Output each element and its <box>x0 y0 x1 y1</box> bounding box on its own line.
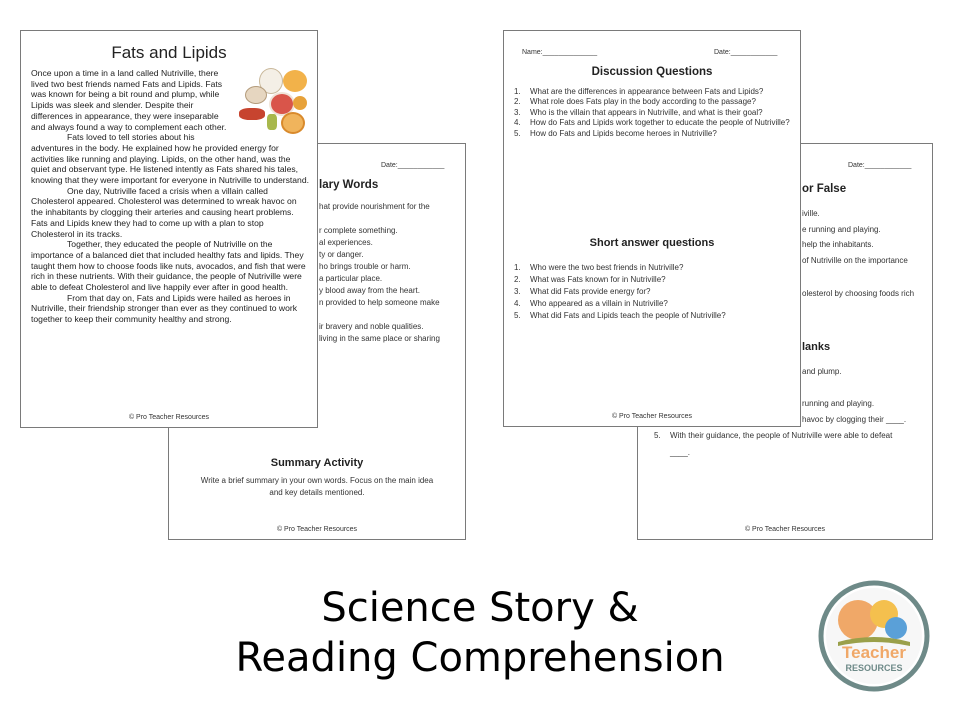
story-paragraph-5: From that day on, Fats and Lipids were hailed as heroes in Nutriville, their friendship stronger than ever as they continued to work together to keep their community healthy and strong. <box>31 292 298 325</box>
question-item: 3. What did Fats provide energy for? <box>514 287 651 296</box>
question-item: 4. Who appeared as a villain in Nutriville? <box>514 299 668 308</box>
page-footer: © Pro Teacher Resources <box>611 413 693 420</box>
food-illustration <box>237 68 309 132</box>
egg-icon <box>245 86 267 104</box>
story-paragraph-3: One day, Nutriville faced a crisis when a villain called Cholesterol appeared. Cholesterol was determined to wreak havoc on the inhabitants by clogging their arteries and causing heart problems. Fats and Lipids knew they had to come up with a plan to stop Cholesterol in its tracks. <box>31 185 297 239</box>
title-line-1: Science Story & <box>321 585 639 631</box>
name-field: Name:______________ <box>522 49 598 56</box>
vocab-line: hat provide nourishment for the <box>319 202 430 211</box>
page-footer: © Pro Teacher Resources <box>128 414 210 421</box>
blanks-heading: lanks <box>802 341 831 353</box>
tf-line: olesterol by choosing foods rich <box>802 289 915 298</box>
question-item: 5. How do Fats and Lipids become heroes in Nutriville? <box>514 128 717 138</box>
question-item: 3. Who is the villain that appears in Nutriville, and what is their goal? <box>514 107 763 117</box>
story-title: Fats and Lipids <box>111 43 227 62</box>
blank-answer-line: ____. <box>670 448 691 457</box>
page-footer: © Pro Teacher Resources <box>744 526 826 533</box>
bottle-icon <box>267 114 277 130</box>
date-field: Date:____________ <box>848 162 912 169</box>
story-paragraph-1: Once upon a time in a land called Nutriville, there lived two best friends named Fats and Lipids. Fats was known for being a bit round and plump, while Lipids was sleek and slender. Despite their differences in appearance, they were inseparable and always found a way to complement each other. <box>31 68 227 132</box>
date-field: Date:____________ <box>714 49 778 56</box>
blank-line: and plump. <box>802 367 842 376</box>
vocab-line: ir bravery and noble qualities. <box>319 322 424 331</box>
teacher-resources-logo <box>818 580 930 692</box>
story-worksheet-page <box>20 30 318 428</box>
vocab-line: ty or danger. <box>319 250 364 259</box>
true-false-heading: or False <box>802 183 847 195</box>
blank-item: With their guidance, the people of Nutriville were able to defeat <box>670 431 893 440</box>
short-answer-questions <box>514 262 794 322</box>
meat-icon <box>239 108 265 120</box>
date-field: Date:____________ <box>381 162 445 169</box>
discussion-questions <box>514 87 794 139</box>
seed-icon <box>293 96 307 110</box>
tf-line: help the inhabitants. <box>802 240 874 249</box>
short-answer-heading: Short answer questions <box>589 237 715 249</box>
vocabulary-heading: lary Words <box>319 179 379 191</box>
question-item: 5. What did Fats and Lipids teach the people of Nutriville? <box>514 311 726 320</box>
tf-line: of Nutriville on the importance <box>802 256 908 265</box>
logo-blue-circle <box>885 617 907 639</box>
discussion-worksheet-page <box>503 30 801 427</box>
question-item: 2. What was Fats known for in Nutriville? <box>514 275 666 284</box>
vocab-line: y blood away from the heart. <box>319 286 420 295</box>
logo-word-resources: RESOURCES <box>845 663 903 673</box>
title-line-2: Reading Comprehension <box>235 635 725 681</box>
citrus-icon <box>283 70 307 92</box>
tf-line: e running and playing. <box>802 225 881 234</box>
blank-item-number: 5. <box>654 431 661 440</box>
vocab-line: living in the same place or sharing <box>319 334 440 343</box>
blank-line: havoc by clogging their ____. <box>802 415 907 424</box>
donut-icon <box>281 112 305 134</box>
story-body <box>31 68 309 325</box>
vocab-line: a particular place. <box>319 274 383 283</box>
vocab-line: r complete something. <box>319 226 398 235</box>
product-title <box>0 583 960 683</box>
vocab-line: ho brings trouble or harm. <box>319 262 411 271</box>
page-footer: © Pro Teacher Resources <box>276 526 358 533</box>
tf-line: iville. <box>802 209 820 218</box>
blank-line: running and playing. <box>802 399 875 408</box>
summary-heading: Summary Activity <box>270 457 364 469</box>
summary-instructions: Write a brief summary in your own words. Focus on the main idea and key details mentioned. <box>200 476 434 497</box>
question-item: 4. How do Fats and Lipids work together to educate the people of Nutriville? <box>514 118 790 128</box>
vocab-line: n provided to help someone make <box>319 298 440 307</box>
question-item: 1. What are the differences in appearance between Fats and Lipids? <box>514 87 764 96</box>
question-item: 1. Who were the two best friends in Nutriville? <box>514 263 684 272</box>
logo-word-teacher: Teacher <box>842 643 906 662</box>
logo-badge-icon <box>818 580 930 692</box>
question-item: 2. What role does Fats play in the body according to the passage? <box>514 97 756 107</box>
story-paragraph-4: Together, they educated the people of Nutriville on the importance of a balanced diet that included healthy fats and lipids. They taught them how to choose foods like nuts, avocados, and fish that were rich in these nutrients. With their guidance, the people of Nutriville were able to defeat Cholesterol and live happily ever after in good health. <box>31 239 306 293</box>
vocab-line: al experiences. <box>319 238 373 247</box>
discussion-heading: Discussion Questions <box>591 66 713 78</box>
story-paragraph-2: Fats loved to tell stories about his adventures in the body. He explained how he provided energy for activities like running and playing. Lipids, on the other hand, was the quiet and observant type. He listened intently as Fats shared his tales, knowing that they were important for everyone in Nutriville to understand. <box>31 132 310 186</box>
